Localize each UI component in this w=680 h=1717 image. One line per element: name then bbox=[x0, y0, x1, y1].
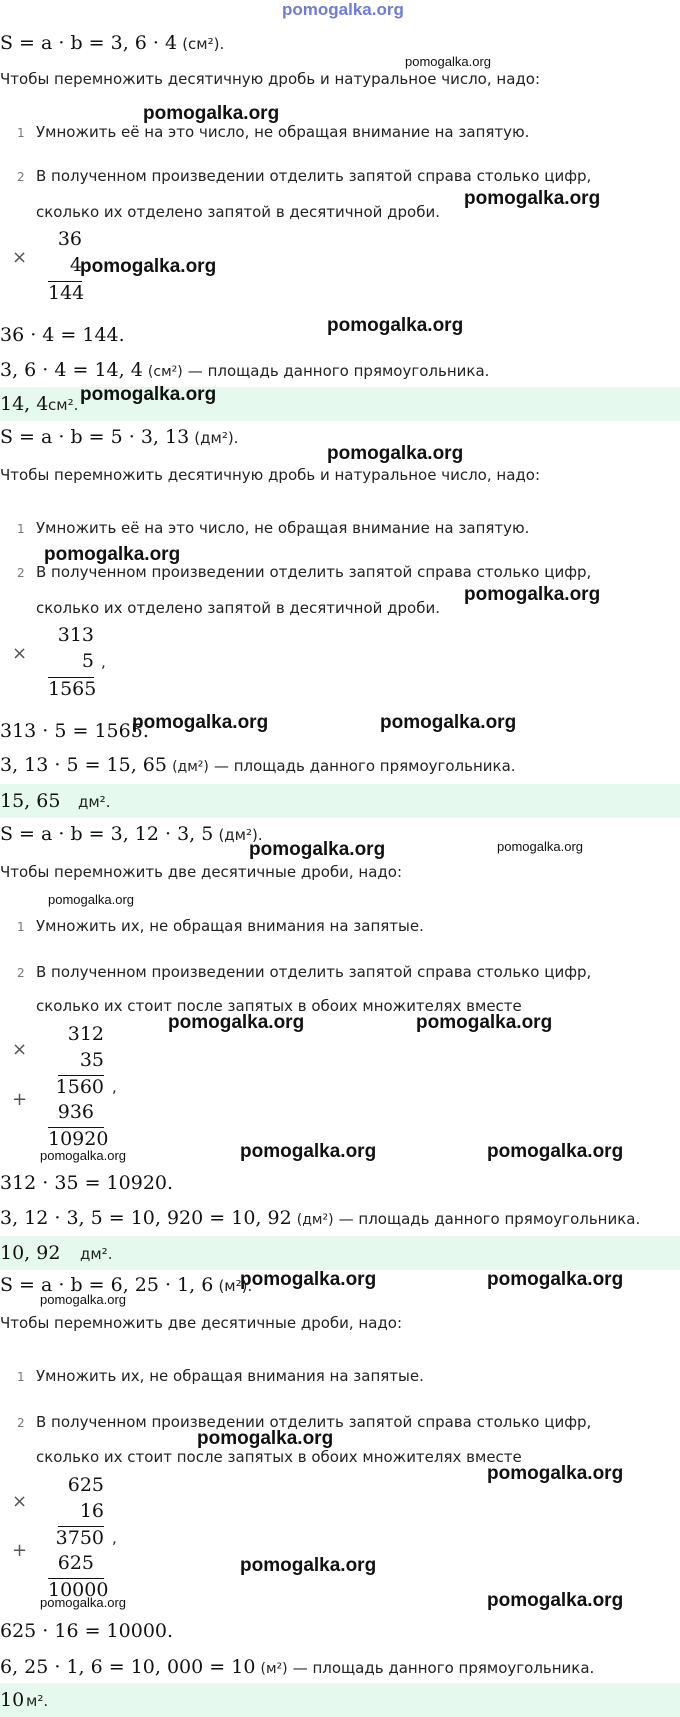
formula-3 bbox=[0, 823, 263, 845]
step-2-line-1: В полученном произведении отделить запятой справа столько цифр, bbox=[36, 563, 592, 581]
watermark: pomogalka.org bbox=[464, 584, 601, 605]
watermark: pomogalka.org bbox=[40, 1292, 126, 1307]
partial-product-1: 1560 bbox=[55, 1076, 104, 1098]
step-number: 1 bbox=[17, 522, 25, 536]
rule-intro: Чтобы перемножить две десятичные дроби, надо: bbox=[0, 1314, 403, 1332]
final-area bbox=[0, 754, 516, 776]
step-number: 1 bbox=[17, 920, 25, 934]
watermark: pomogalka.org bbox=[143, 103, 280, 124]
step-1: Умножить её на это число, не обращая внимание на запятую. bbox=[36, 519, 530, 537]
watermark: pomogalka.org bbox=[197, 1428, 334, 1449]
watermark: pomogalka.org bbox=[327, 315, 464, 336]
comma: , bbox=[112, 1529, 117, 1547]
step-number: 2 bbox=[17, 566, 25, 580]
final-expr: 3, 13 · 5 = 15, 65 bbox=[0, 754, 167, 776]
watermark: pomogalka.org bbox=[487, 1590, 624, 1611]
plus-sign: + bbox=[12, 1540, 28, 1561]
formula-unit: (дм²). bbox=[218, 826, 263, 844]
step-1: Умножить её на это число, не обращая внимание на запятую. bbox=[36, 123, 530, 141]
step-number: 2 bbox=[17, 1416, 25, 1430]
watermark: pomogalka.org bbox=[487, 1463, 624, 1484]
watermark: pomogalka.org bbox=[249, 839, 386, 860]
watermark: pomogalka.org bbox=[240, 1269, 377, 1290]
final-area bbox=[0, 1656, 594, 1678]
step-number: 2 bbox=[17, 170, 25, 184]
answer-value: 10 bbox=[0, 1689, 25, 1711]
times-sign: × bbox=[12, 247, 28, 268]
multiplicand: 313 bbox=[57, 624, 94, 646]
formula-expr: S = a · b = 6, 25 · 1, 6 bbox=[0, 1274, 214, 1296]
watermark: pomogalka.org bbox=[40, 1595, 126, 1610]
product-result: 1565 bbox=[48, 678, 97, 700]
site-title: pomogalka.org bbox=[282, 0, 404, 19]
formula-expr: S = a · b = 3, 6 · 4 bbox=[0, 32, 178, 54]
step-2-line-2: сколько их отделено запятой в десятичной дроби. bbox=[36, 203, 440, 221]
product-line: 313 · 5 = 1565. bbox=[0, 720, 149, 742]
times-sign: × bbox=[12, 1039, 28, 1060]
formula-unit: (см²). bbox=[182, 35, 225, 53]
watermark: pomogalka.org bbox=[240, 1141, 377, 1162]
watermark: pomogalka.org bbox=[487, 1141, 624, 1162]
final-unit: (см²) bbox=[147, 364, 183, 380]
times-sign: × bbox=[12, 643, 28, 664]
partial-product-1: 3750 bbox=[55, 1527, 104, 1549]
watermark: pomogalka.org bbox=[487, 1269, 624, 1290]
formula-expr: S = a · b = 5 · 3, 13 bbox=[0, 426, 190, 448]
step-number: 2 bbox=[17, 966, 25, 980]
multiplicand: 625 bbox=[67, 1474, 104, 1496]
answer-value: 14, 4 bbox=[0, 393, 49, 415]
watermark: pomogalka.org bbox=[80, 256, 217, 277]
step-1: Умножить их, не обращая внимания на запятые. bbox=[36, 917, 424, 935]
watermark: pomogalka.org bbox=[44, 544, 181, 565]
answer-box-4 bbox=[0, 1683, 680, 1717]
watermark: pomogalka.org bbox=[168, 1012, 305, 1033]
watermark: pomogalka.org bbox=[48, 892, 134, 907]
rule-intro: Чтобы перемножить десятичную дробь и натуральное число, надо: bbox=[0, 466, 540, 484]
step-2-line-2: сколько их стоит после запятых в обоих множителях вместе bbox=[36, 1448, 522, 1466]
step-2-line-1: В полученном произведении отделить запятой справа столько цифр, bbox=[36, 167, 592, 185]
answer-unit: дм². bbox=[80, 1245, 113, 1263]
formula-2 bbox=[0, 426, 238, 448]
final-area bbox=[0, 1207, 640, 1229]
multiplicand: 36 bbox=[57, 228, 82, 250]
watermark: pomogalka.org bbox=[405, 54, 491, 69]
final-tail: — площадь данного прямоугольника. bbox=[338, 1210, 641, 1228]
product-result: 144 bbox=[48, 282, 85, 304]
multiplier: 5 bbox=[81, 650, 94, 672]
plus-sign: + bbox=[12, 1089, 28, 1110]
final-unit: (м²) bbox=[260, 1661, 288, 1677]
step-1: Умножить их, не обращая внимания на запятые. bbox=[36, 1367, 424, 1385]
product-result: 10920 bbox=[48, 1128, 109, 1150]
answer-box-2 bbox=[0, 784, 680, 818]
times-sign: × bbox=[12, 1491, 28, 1512]
answer-unit: см². bbox=[48, 396, 79, 414]
step-2-line-2: сколько их стоит после запятых в обоих множителях вместе bbox=[36, 997, 522, 1015]
step-number: 1 bbox=[17, 126, 25, 140]
answer-box-3 bbox=[0, 1236, 680, 1270]
comma: , bbox=[112, 1078, 117, 1096]
product-line: 36 · 4 = 144. bbox=[0, 324, 125, 346]
watermark: pomogalka.org bbox=[240, 1555, 377, 1576]
watermark: pomogalka.org bbox=[380, 712, 517, 733]
multiplier: 16 bbox=[79, 1500, 104, 1522]
step-number: 1 bbox=[17, 1370, 25, 1384]
final-unit: (дм²) bbox=[296, 1212, 334, 1228]
step-2-line-1: В полученном произведении отделить запятой справа столько цифр, bbox=[36, 1413, 592, 1431]
final-expr: 3, 12 · 3, 5 = 10, 920 = 10, 92 bbox=[0, 1207, 292, 1229]
rule-intro: Чтобы перемножить десятичную дробь и натуральное число, надо: bbox=[0, 70, 540, 88]
product-line: 312 · 35 = 10920. bbox=[0, 1172, 174, 1194]
watermark: pomogalka.org bbox=[497, 839, 583, 854]
formula-unit: (м²). bbox=[218, 1277, 253, 1295]
formula-4 bbox=[0, 1274, 252, 1296]
partial-product-2: 936 bbox=[57, 1101, 94, 1123]
final-tail: — площадь данного прямоугольника. bbox=[213, 757, 516, 775]
final-area bbox=[0, 359, 489, 381]
formula-unit: (дм²). bbox=[194, 429, 239, 447]
final-tail: — площадь данного прямоугольника. bbox=[292, 1659, 595, 1677]
product-result: 10000 bbox=[48, 1579, 109, 1601]
answer-value: 10, 92 bbox=[0, 1242, 61, 1264]
step-2-line-1: В полученном произведении отделить запятой справа столько цифр, bbox=[36, 963, 592, 981]
formula-expr: S = a · b = 3, 12 · 3, 5 bbox=[0, 823, 214, 845]
watermark: pomogalka.org bbox=[416, 1012, 553, 1033]
final-unit: (дм²) bbox=[172, 759, 209, 775]
watermark: pomogalka.org bbox=[40, 1148, 126, 1163]
final-expr: 3, 6 · 4 = 14, 4 bbox=[0, 359, 143, 381]
answer-unit: м². bbox=[26, 1692, 49, 1710]
multiplier: 35 bbox=[79, 1049, 104, 1071]
answer-value: 15, 65 bbox=[0, 790, 61, 812]
watermark: pomogalka.org bbox=[327, 443, 464, 464]
answer-unit: дм². bbox=[78, 793, 111, 811]
multiplicand: 312 bbox=[67, 1023, 104, 1045]
final-tail: — площадь данного прямоугольника. bbox=[187, 362, 490, 380]
rule-intro: Чтобы перемножить две десятичные дроби, надо: bbox=[0, 863, 403, 881]
formula-1 bbox=[0, 32, 224, 54]
multiplier: 4 bbox=[69, 254, 82, 276]
product-line: 625 · 16 = 10000. bbox=[0, 1620, 174, 1642]
watermark: pomogalka.org bbox=[464, 188, 601, 209]
partial-product-2: 625 bbox=[57, 1552, 94, 1574]
step-2-line-2: сколько их отделено запятой в десятичной дроби. bbox=[36, 599, 440, 617]
final-expr: 6, 25 · 1, 6 = 10, 000 = 10 bbox=[0, 1656, 256, 1678]
comma: , bbox=[101, 653, 106, 671]
watermark: pomogalka.org bbox=[80, 384, 217, 405]
watermark: pomogalka.org bbox=[132, 712, 269, 733]
